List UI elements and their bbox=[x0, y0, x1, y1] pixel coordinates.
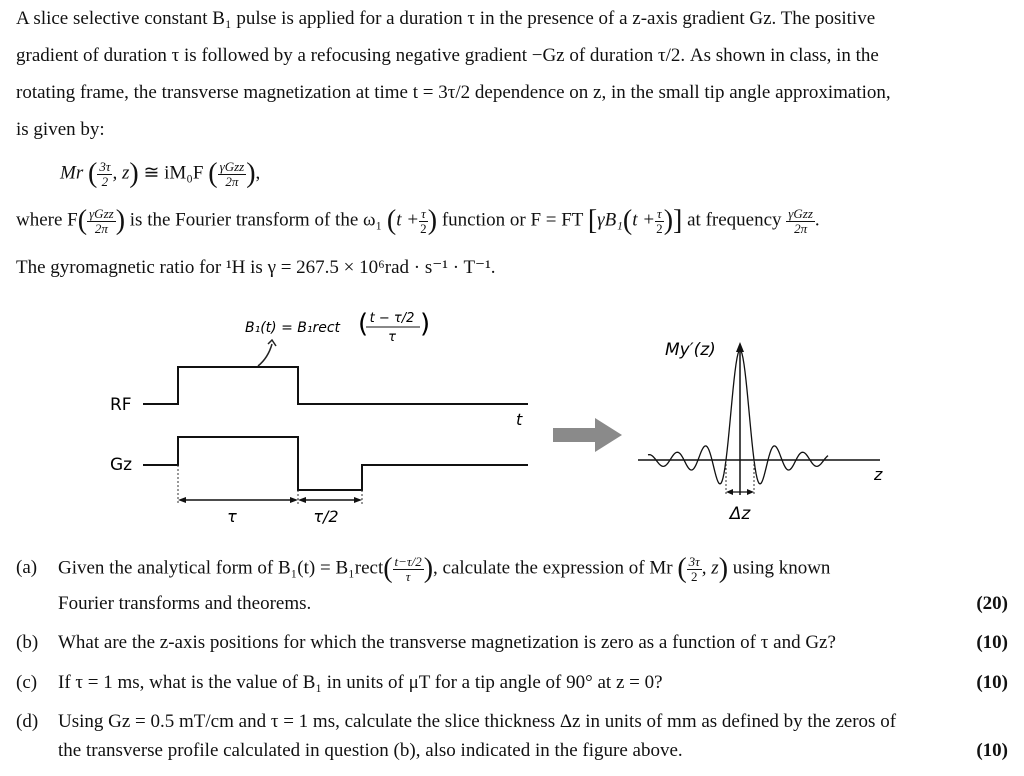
sinc-profile bbox=[648, 350, 828, 484]
question-d: (d) Using Gz = 0.5 mT/cm and τ = 1 ms, calculate the slice thickness Δz in units of mm as defined by the zeros of bbox=[16, 711, 897, 732]
eq-approx: ≅ iM₀F bbox=[143, 162, 204, 184]
question-b-points: (10) bbox=[976, 632, 1008, 653]
rf-trace bbox=[143, 367, 528, 404]
eq-f-frac: $\frac{\text{γGzz}}{2\pi}$ bbox=[219, 158, 245, 189]
pulse-label-num: t − τ/2 bbox=[369, 311, 415, 326]
pulse-label: B₁(t) = B₁rect bbox=[245, 320, 341, 336]
pulse-figure bbox=[0, 300, 1024, 530]
dz-arrow-right bbox=[747, 489, 754, 495]
my-label: My′(z) bbox=[665, 340, 716, 360]
intro-line-4: is given by: bbox=[16, 119, 105, 140]
dz-label: Δz bbox=[729, 504, 751, 524]
pulse-label-paren-close: ) bbox=[420, 309, 431, 339]
pulse-label-paren-open: ( bbox=[358, 309, 369, 339]
pulse-label-den: τ bbox=[388, 330, 396, 345]
tau-arrow-left bbox=[178, 497, 186, 503]
question-c: (c) If τ = 1 ms, what is the value of B₁ in units of μT for a tip angle of 90° at z = 0? bbox=[16, 672, 663, 693]
main-equation: Mr ( $\frac{3\tau}{2}$ , z) ≅ iM₀F ( $\frac{\text{γGzz}}{2\pi}$ ), bbox=[60, 158, 261, 189]
question-a-points: (20) bbox=[976, 593, 1008, 614]
eq-lhs: Mr bbox=[60, 162, 84, 184]
tau-arrow-right bbox=[290, 497, 298, 503]
z-axis-label: z bbox=[874, 465, 883, 484]
intro-line-3: rotating frame, the transverse magnetization at time t = 3τ/2 dependence on z, in the small tip angle approximation, bbox=[16, 82, 891, 103]
tau-half-arrow-right bbox=[354, 497, 362, 503]
question-d-points: (10) bbox=[976, 740, 1008, 761]
tau-half-label: τ/2 bbox=[313, 507, 339, 526]
gz-trace bbox=[143, 437, 528, 490]
transform-arrow bbox=[553, 418, 622, 452]
tau-label: τ bbox=[227, 507, 237, 526]
intro-line-1: A slice selective constant B₁ pulse is applied for a duration τ in the presence of a z-axis gradient Gz. The positive bbox=[16, 8, 876, 29]
gz-label: Gz bbox=[110, 455, 133, 475]
gyro-line: The gyromagnetic ratio for ¹H is γ = 267.5 × 10⁶rad · s⁻¹ · T⁻¹. bbox=[16, 257, 496, 278]
eq-frac: $\frac{3\tau}{2}$ bbox=[99, 158, 111, 189]
question-b: (b) What are the z-axis positions for which the transverse magnetization is zero as a function of τ and Gz? bbox=[16, 632, 836, 653]
dz-arrow-left bbox=[726, 489, 733, 495]
intro-line-2: gradient of duration τ is followed by a refocusing negative gradient −Gz of duration τ/2. As shown in class, in the bbox=[16, 45, 879, 66]
pulse-pointer bbox=[258, 344, 272, 366]
t-axis-label: t bbox=[516, 410, 523, 429]
question-c-points: (10) bbox=[976, 672, 1008, 693]
question-d-line-2: the transverse profile calculated in question (b), also indicated in the figure above. bbox=[58, 740, 683, 761]
question-a-line-2: Fourier transforms and theorems. bbox=[58, 593, 312, 614]
rf-label: RF bbox=[110, 395, 132, 415]
tau-half-arrow-left bbox=[298, 497, 306, 503]
where-line: where F( $\frac{\text{γGzz}}{2\pi}$ ) is the Fourier transform of the ω₁ (t + $\frac{\tau}{2}$ ) function or F = FT [γB₁(t + $\frac{\tau}{2}$ )] at frequency $\frac{\text{γGzz}}{2\pi}$ . bbox=[16, 205, 820, 236]
question-a: (a) Given the analytical form of B₁(t) = B₁rect( $\frac{t-\tau/2}{\tau}$ ), calculate the expression of Mr ( $\frac{3\tau}{2}$ , z) using known bbox=[16, 553, 831, 584]
